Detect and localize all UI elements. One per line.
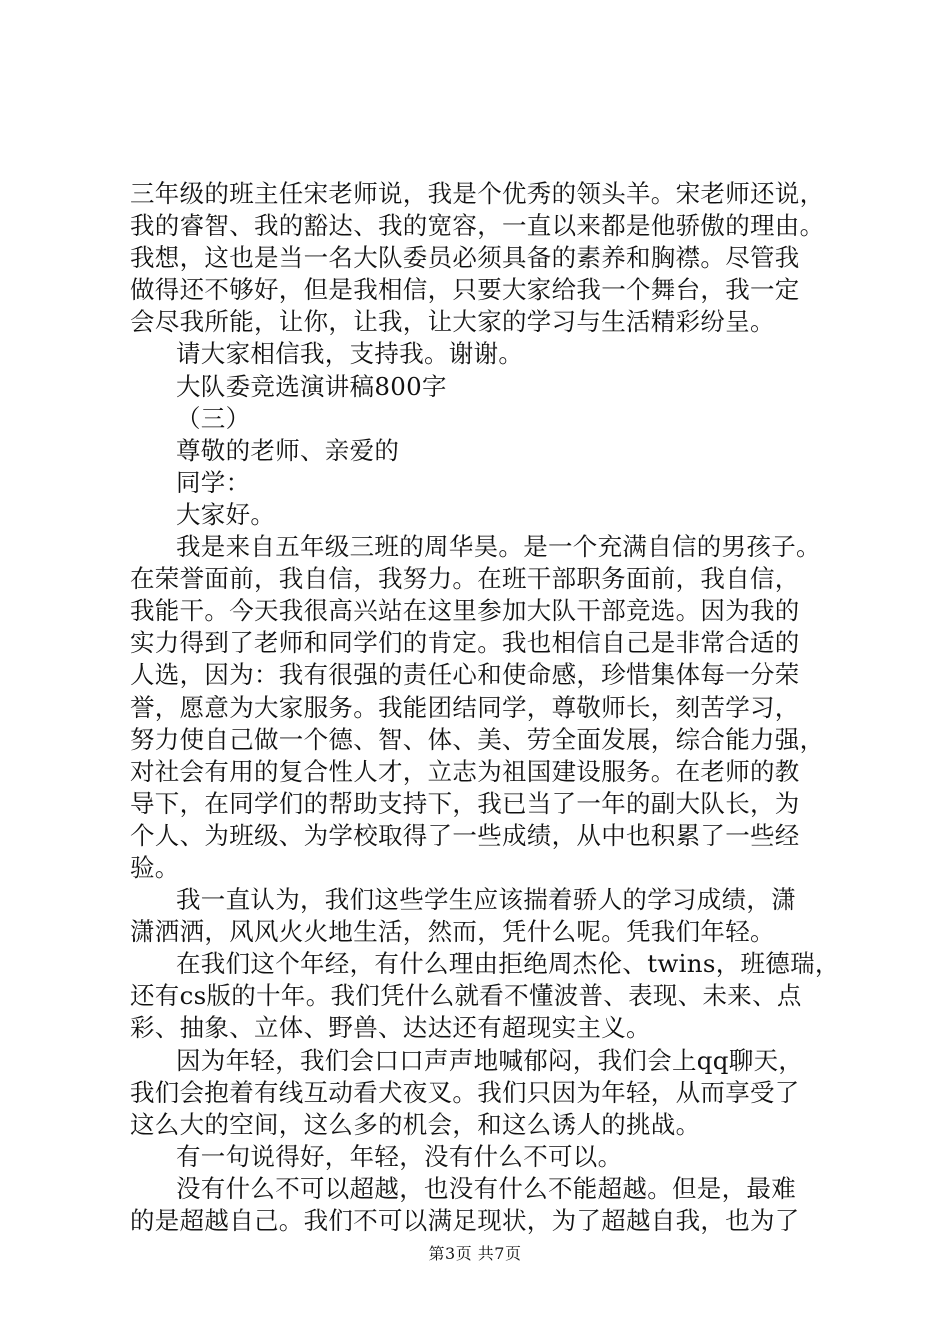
text-line: 有一句说得好，年轻，没有什么不可以。 [176,1141,623,1171]
text-line: 我想，这也是当一名大队委员必须具备的素养和胸襟。尽管我 [130,243,800,273]
text-line: 实力得到了老师和同学们的肯定。我也相信自己是非常合适的 [130,628,800,658]
text-line: 大家好。 [176,499,276,529]
text-line: 尊敬的老师、亲爱的 [176,435,400,465]
text-line: 我们会抱着有线互动看犬夜叉。我们只因为年轻，从而享受了 [130,1077,800,1107]
text-line: 还有cs版的十年。我们凭什么就看不懂波普、表现、未来、点 [130,981,802,1011]
text-line: 在荣誉面前，我自信，我努力。在班干部职务面前，我自信， [130,564,800,594]
text-line: 做得还不够好，但是我相信，只要大家给我一个舞台，我一定 [130,275,800,305]
text-line: 人选，因为：我有很强的责任心和使命感，珍惜集体每一分荣 [130,660,800,690]
text-line: 同学： [176,467,251,497]
text-line: （三） [176,403,251,433]
text-line: 因为年轻，我们会口口声声地喊郁闷，我们会上qq聊天， [176,1045,804,1075]
text-line: 我是来自五年级三班的周华昊。是一个充满自信的男孩子。 [176,532,821,562]
text-line: 对社会有用的复合性人才，立志为祖国建设服务。在老师的教 [130,756,800,786]
text-line: 个人、为班级、为学校取得了一些成绩，从中也积累了一些经 [130,820,800,850]
page-footer: 第3页 共7页 [428,1244,522,1263]
text-line: 这么大的空间，这么多的机会，和这么诱人的挑战。 [130,1109,701,1139]
text-line: 三年级的班主任宋老师说，我是个优秀的领头羊。宋老师还说， [130,179,825,208]
text-line: 会尽我所能，让你，让我，让大家的学习与生活精彩纷呈。 [130,307,775,337]
text-line: 大队委竞选演讲稿800字 [176,371,447,401]
text-line: 我能干。今天我很高兴站在这里参加大队干部竞选。因为我的 [130,596,800,626]
text-line: 我一直认为，我们这些学生应该揣着骄人的学习成绩，潇 [176,885,796,915]
text-line: 验。 [130,852,180,882]
text-line: 誉，愿意为大家服务。我能团结同学，尊敬师长，刻苦学习， [130,692,800,722]
text-line: 潇洒洒，风风火火地生活，然而，凭什么呢。凭我们年轻。 [130,917,775,947]
text-line: 导下，在同学们的帮助支持下，我已当了一年的副大队长，为 [130,788,800,818]
text-line: 没有什么不可以超越，也没有什么不能超越。但是，最难 [176,1173,796,1203]
text-line: 的是超越自己。我们不可以满足现状，为了超越自我，也为了 [130,1206,800,1235]
text-line: 彩、抽象、立体、野兽、达达还有超现实主义。 [130,1013,651,1043]
text-line: 在我们这个年经，有什么理由拒绝周杰伦、twins，班德瑞， [176,949,840,979]
text-line: 请大家相信我，支持我。谢谢。 [176,339,524,369]
document-body [130,178,840,1237]
text-line: 努力使自己做一个德、智、体、美、劳全面发展，综合能力强， [130,724,825,754]
text-line: 我的睿智、我的豁达、我的宽容，一直以来都是他骄傲的理由。 [130,211,825,241]
